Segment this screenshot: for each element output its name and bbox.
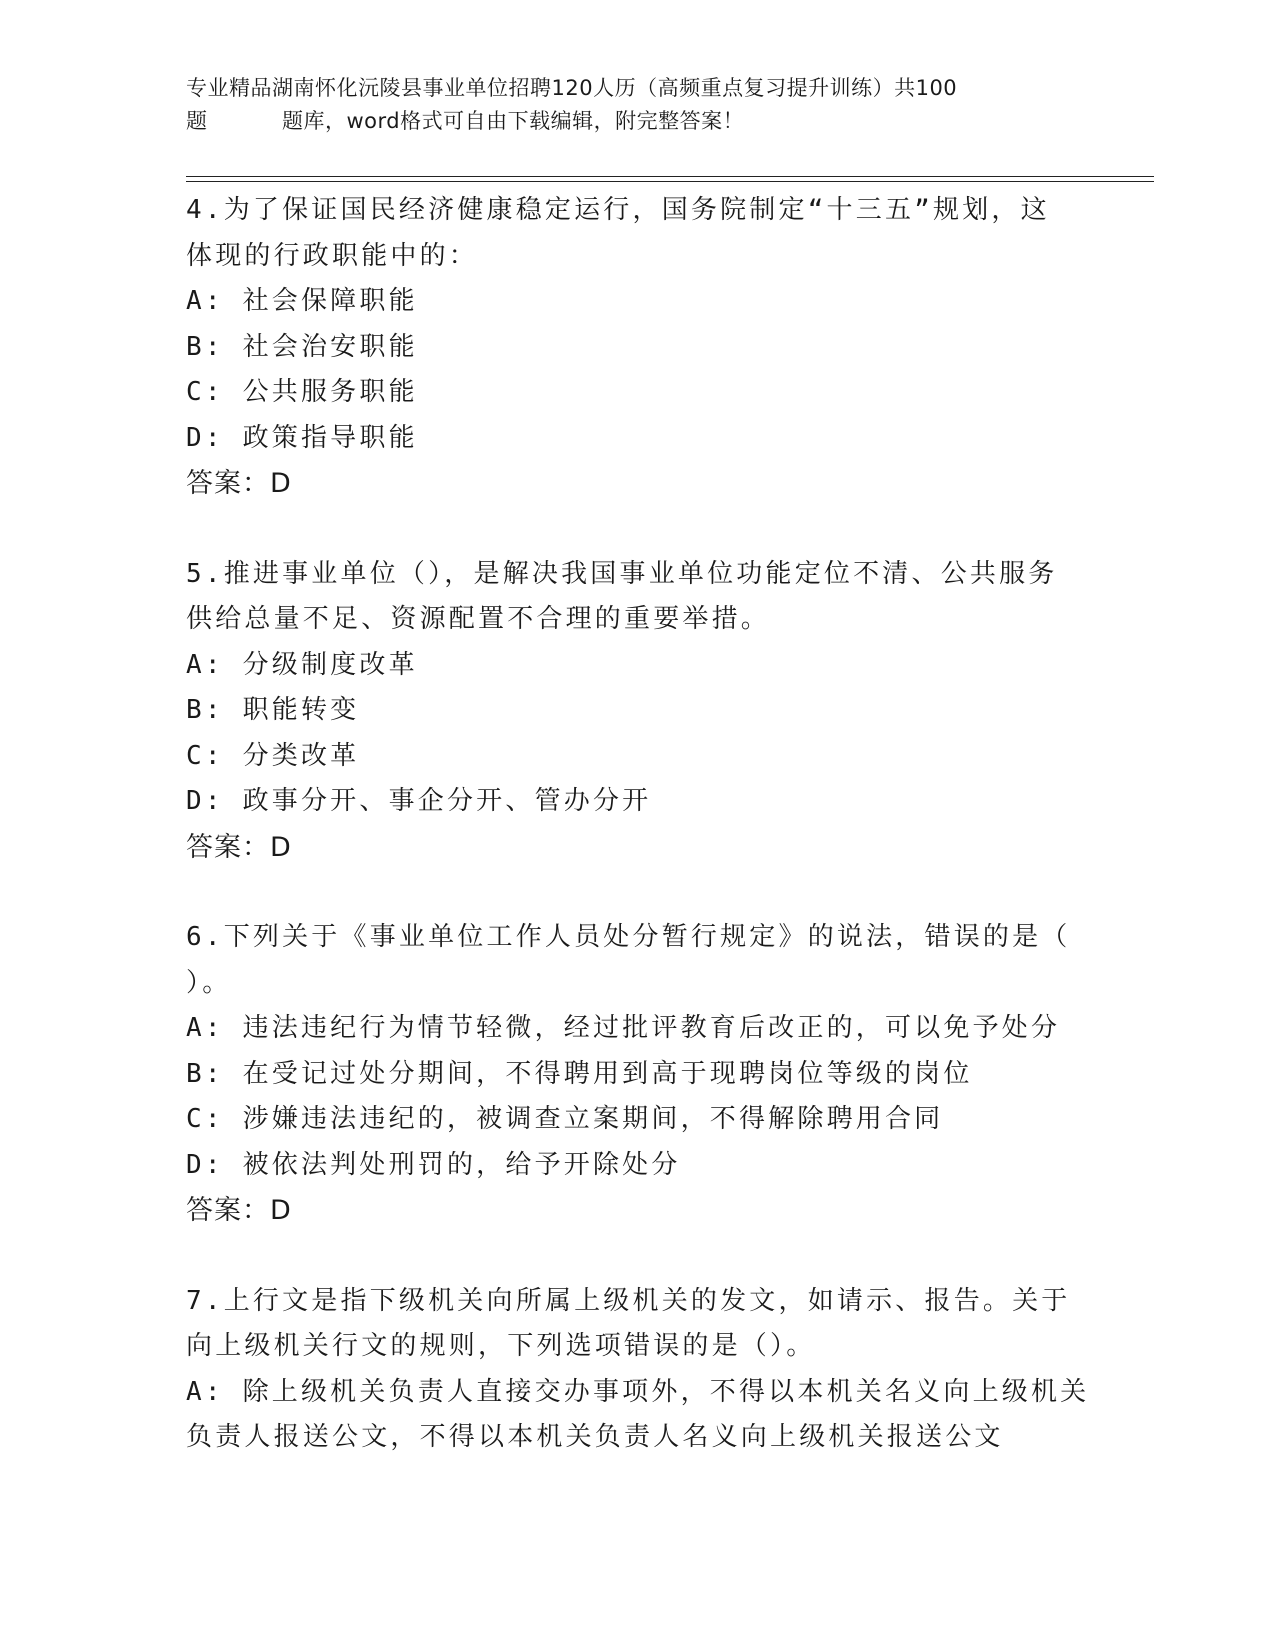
- option-b: [186, 325, 1086, 371]
- option-c: [186, 734, 1086, 780]
- option-letter: A:: [186, 1376, 224, 1407]
- option-text: 分级制度改革: [242, 649, 418, 680]
- header-divider-top: [186, 176, 1154, 177]
- option-d: [186, 1143, 1086, 1189]
- option-c: [186, 1097, 1086, 1143]
- option-letter: D:: [186, 422, 224, 453]
- question-text-line: 6.下列关于《事业单位工作人员处分暂行规定》的说法，错误的是（: [186, 922, 1071, 952]
- option-text: 政事分开、事企分开、管办分开: [242, 786, 652, 816]
- option-letter: D:: [186, 1149, 224, 1180]
- option-letter: B:: [186, 331, 224, 362]
- header-title-line1: 专业精品湖南怀化沅陵县事业单位招聘120人历（高频重点复习提升训练）共100: [186, 76, 958, 100]
- option-text: 分类改革: [242, 740, 360, 771]
- question-7: [186, 1279, 1090, 1461]
- option-letter: B:: [186, 1058, 224, 1089]
- question-6: [186, 915, 1086, 1234]
- option-c: [186, 370, 1086, 416]
- option-text: 公共服务职能: [242, 377, 418, 407]
- option-a: [186, 1370, 1090, 1416]
- question-5: [186, 552, 1086, 871]
- header-title-line2: [186, 105, 1086, 138]
- option-letter: D:: [186, 786, 224, 816]
- question-list: [186, 188, 1090, 1506]
- question-text-line: 7.上行文是指下级机关向所属上级机关的发文，如请示、报告。关于: [186, 1285, 1071, 1316]
- option-a: [186, 279, 1086, 325]
- option-text: 违法违纪行为情节轻微，经过批评教育后改正的，可以免予处分: [242, 1013, 1061, 1043]
- option-b: [186, 1052, 1086, 1098]
- option-letter: B:: [186, 695, 224, 725]
- option-b: [186, 688, 1086, 734]
- option-text: 职能转变: [242, 695, 360, 725]
- option-text: 涉嫌违法违纪的，被调查立案期间，不得解除聘用合同: [242, 1104, 944, 1134]
- option-text: 在受记过处分期间，不得聘用到高于现聘岗位等级的岗位: [242, 1058, 973, 1089]
- option-letter: C:: [186, 740, 224, 771]
- question-text-line: ）。: [186, 967, 232, 998]
- option-letter: A:: [186, 649, 224, 680]
- question-text-line: 5.推进事业单位（），是解决我国事业单位功能定位不清、公共服务: [186, 558, 1058, 589]
- answer-line: 答案：D: [186, 1195, 292, 1226]
- option-letter: C:: [186, 1104, 224, 1134]
- question-text-line: 供给总量不足、资源配置不合理的重要举措。: [186, 604, 771, 634]
- option-text: 社会保障职能: [242, 286, 418, 316]
- option-letter: A:: [186, 286, 224, 316]
- question-text-line: 4.为了保证国民经济健康稳定运行，国务院制定“十三五”规划，这: [186, 195, 1050, 225]
- option-a-continued: 负责人报送公文，不得以本机关负责人名义向上级机关报送公文: [186, 1422, 1004, 1452]
- option-text: 政策指导职能: [242, 422, 418, 453]
- header-line2-lead: 题: [186, 109, 208, 133]
- option-a: [186, 1006, 1086, 1052]
- answer-line: 答案：D: [186, 468, 292, 499]
- header-line2-rest: 题库，word格式可自由下载编辑，附完整答案！: [282, 109, 745, 133]
- option-letter: C:: [186, 377, 224, 407]
- question-text-line: 向上级机关行文的规则，下列选项错误的是（）。: [186, 1331, 816, 1361]
- option-d: [186, 416, 1086, 462]
- header-divider-bottom: [186, 181, 1154, 182]
- option-text: 社会治安职能: [242, 331, 418, 362]
- option-text: 除上级机关负责人直接交办事项外，不得以本机关名义向上级机关: [242, 1376, 1090, 1407]
- option-a: [186, 643, 1086, 689]
- document-header: [186, 72, 1086, 138]
- question-text-line: 体现的行政职能中的：: [186, 240, 479, 271]
- option-text: 被依法判处刑罚的，给予开除处分: [242, 1149, 681, 1180]
- option-letter: A:: [186, 1013, 224, 1043]
- option-d: [186, 779, 1086, 825]
- question-4: [186, 188, 1086, 507]
- answer-line: 答案：D: [186, 831, 292, 863]
